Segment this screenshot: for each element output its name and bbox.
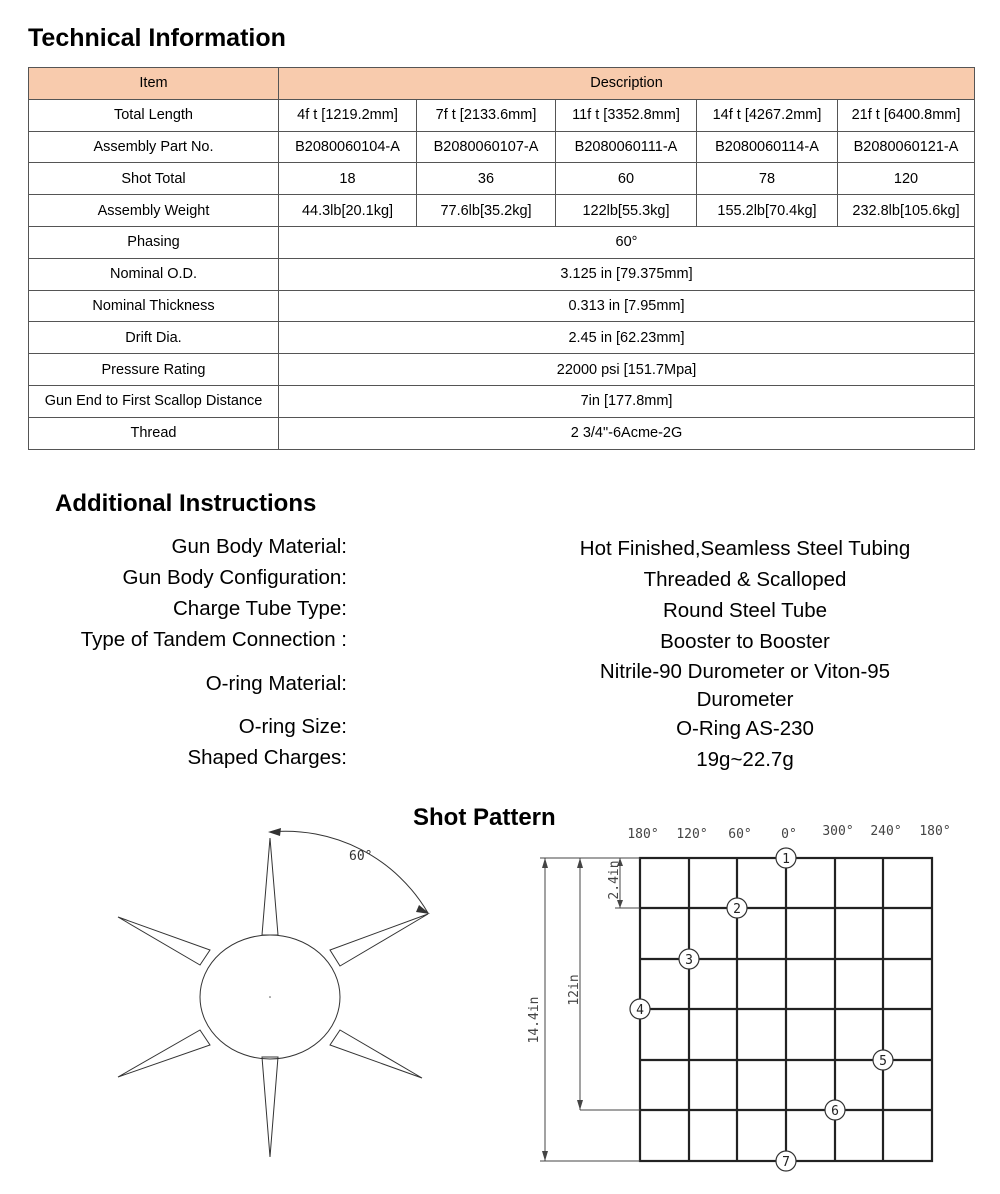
row-label: Shot Total: [29, 163, 279, 195]
cell: 77.6lb[35.2kg]: [417, 195, 556, 227]
cell: 11f t [3352.8mm]: [556, 99, 697, 131]
star-point: [330, 914, 428, 966]
grid-angle-label: 120°: [676, 827, 708, 842]
row-label: Thread: [29, 417, 279, 449]
row-label: Total Length: [29, 99, 279, 131]
row-label: Gun End to First Scallop Distance: [29, 385, 279, 417]
cell: 2 3/4"-6Acme-2G: [279, 417, 975, 449]
cell: 7in [177.8mm]: [279, 385, 975, 417]
grid-angle-label: 180°: [919, 824, 951, 839]
shot-number: 3: [685, 953, 693, 968]
row-label: Phasing: [29, 226, 279, 258]
instruction-label: Gun Body Configuration:: [122, 566, 347, 589]
cell: 3.125 in [79.375mm]: [279, 258, 975, 290]
instruction-value: Booster to Booster: [660, 630, 830, 653]
cell: 14f t [4267.2mm]: [697, 99, 838, 131]
instruction-value: 19g~22.7g: [696, 748, 794, 771]
star-point: [262, 838, 278, 935]
cell: 60°: [279, 226, 975, 258]
dimension-label-small: 2.4in: [607, 860, 622, 900]
cell: 155.2lb[70.4kg]: [697, 195, 838, 227]
cell: 18: [279, 163, 417, 195]
row-label: Nominal O.D.: [29, 258, 279, 290]
cell: 122lb[55.3kg]: [556, 195, 697, 227]
cell: 36: [417, 163, 556, 195]
grid-angle-label: 60°: [728, 827, 752, 842]
row-label: Nominal Thickness: [29, 290, 279, 322]
instruction-value: O-Ring AS-230: [676, 717, 814, 740]
cell: B2080060107-A: [417, 131, 556, 163]
item-header: Item: [29, 68, 279, 100]
angle-arc: [270, 831, 428, 913]
star-point: [330, 1030, 422, 1078]
cell: B2080060114-A: [697, 131, 838, 163]
cell: B2080060111-A: [556, 131, 697, 163]
description-header: Description: [279, 68, 975, 100]
dimension-label-medium: 12in: [567, 974, 582, 1006]
row-label: Assembly Part No.: [29, 131, 279, 163]
instruction-value: Round Steel Tube: [662, 599, 828, 622]
shot-number: 2: [733, 902, 741, 917]
technical-information-title: Technical Information: [28, 24, 286, 52]
cell: 120: [838, 163, 975, 195]
instruction-label: Type of Tandem Connection :: [80, 628, 347, 651]
instruction-label: Charge Tube Type:: [173, 597, 347, 620]
shot-number: 5: [879, 1054, 887, 1069]
instruction-value: Threaded & Scalloped: [643, 568, 847, 591]
row-label: Pressure Rating: [29, 354, 279, 386]
cell: 232.8lb[105.6kg]: [838, 195, 975, 227]
cell: B2080060121-A: [838, 131, 975, 163]
instruction-value: Hot Finished,Seamless Steel Tubing: [579, 537, 911, 560]
cell: 22000 psi [151.7Mpa]: [279, 354, 975, 386]
dimension-label-large: 14.4in: [527, 996, 542, 1044]
row-label: Drift Dia.: [29, 322, 279, 354]
instruction-label: O-ring Size:: [238, 715, 347, 738]
shot-pattern-title: Shot Pattern: [413, 804, 556, 831]
instruction-value: Nitrile-90 Durometer or Viton-95 Durometer: [599, 660, 891, 711]
instruction-label: O-ring Material:: [205, 672, 347, 695]
instruction-label: Shaped Charges:: [187, 746, 347, 769]
star-point: [262, 1057, 278, 1157]
cell: B2080060104-A: [279, 131, 417, 163]
shot-number: 4: [636, 1003, 644, 1018]
grid-angle-label: 240°: [870, 824, 902, 839]
cell: 4f t [1219.2mm]: [279, 99, 417, 131]
cell: 21f t [6400.8mm]: [838, 99, 975, 131]
cell: 78: [697, 163, 838, 195]
shot-number: 6: [831, 1104, 839, 1119]
cell: 2.45 in [62.23mm]: [279, 322, 975, 354]
cell: 7f t [2133.6mm]: [417, 99, 556, 131]
grid-angle-label: 0°: [781, 827, 797, 842]
cell: 60: [556, 163, 697, 195]
grid-angle-label: 300°: [822, 824, 854, 839]
star-point: [118, 1030, 210, 1077]
star-angle-label: 60°: [349, 849, 373, 864]
star-point: [118, 917, 210, 965]
cell: 44.3lb[20.1kg]: [279, 195, 417, 227]
shot-grid-diagram: [500, 0, 1000, 1194]
additional-instructions-title: Additional Instructions: [55, 490, 317, 517]
cell: 0.313 in [7.95mm]: [279, 290, 975, 322]
instruction-label: Gun Body Material:: [171, 535, 347, 558]
shot-number: 1: [782, 852, 790, 867]
arrow-head-icon: [416, 905, 430, 914]
grid-angle-label: 180°: [627, 827, 659, 842]
row-label: Assembly Weight: [29, 195, 279, 227]
arrow-head-icon: [268, 828, 281, 836]
shot-number: 7: [782, 1155, 790, 1170]
